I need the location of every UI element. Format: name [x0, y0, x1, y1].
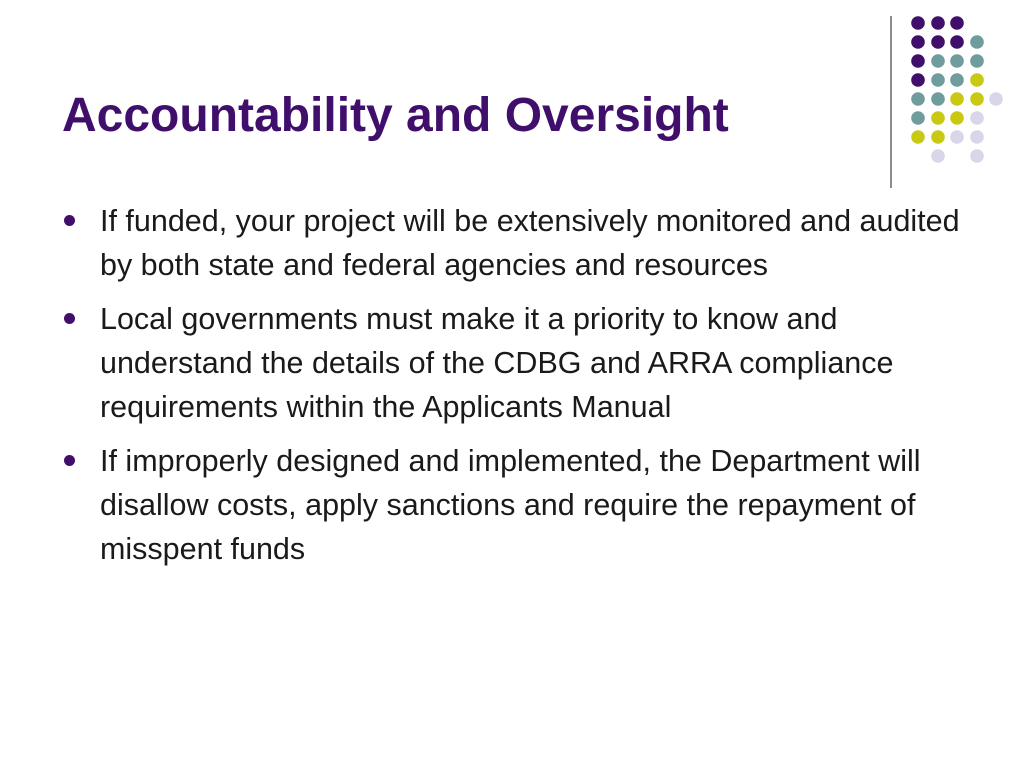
decorative-dot — [950, 92, 964, 106]
decorative-dot — [931, 130, 945, 144]
bullet-item — [62, 439, 962, 571]
decorative-dot — [970, 73, 984, 87]
decorative-dot — [931, 92, 945, 106]
decorative-dot — [950, 35, 964, 49]
decorative-dot — [931, 54, 945, 68]
vertical-divider — [890, 16, 892, 188]
decorative-dot — [911, 16, 925, 30]
decorative-dot — [970, 35, 984, 49]
decorative-dot — [931, 16, 945, 30]
bullet-dot-icon — [64, 313, 75, 324]
decorative-dot — [911, 92, 925, 106]
decorative-dot — [970, 54, 984, 68]
bullet-text: Local governments must make it a priority to know and understand the details of the CDBG and ARRA compliance requirements within the Applicants Manual — [100, 302, 894, 424]
decorative-dot — [970, 111, 984, 125]
decorative-dot — [950, 130, 964, 144]
decorative-dot — [970, 92, 984, 106]
bullet-text: If improperly designed and implemented, the Department will disallow costs, apply sanctions and require the repayment of misspent funds — [100, 444, 921, 566]
slide-title: Accountability and Oversight — [62, 89, 729, 142]
decorative-dot — [911, 73, 925, 87]
decorative-dot — [989, 92, 1003, 106]
bullet-list — [62, 199, 962, 581]
decorative-dot — [931, 35, 945, 49]
bullet-item — [62, 199, 962, 287]
bullet-dot-icon — [64, 455, 75, 466]
decorative-dot — [911, 130, 925, 144]
bullet-item — [62, 297, 962, 429]
decorative-dot — [911, 35, 925, 49]
decorative-dot — [950, 111, 964, 125]
decorative-dot — [931, 73, 945, 87]
decorative-dot — [931, 149, 945, 163]
decorative-dot — [911, 54, 925, 68]
bullet-dot-icon — [64, 215, 75, 226]
decorative-dot — [950, 16, 964, 30]
decorative-dot — [911, 111, 925, 125]
decorative-dot — [970, 130, 984, 144]
decorative-dot — [931, 111, 945, 125]
bullet-text: If funded, your project will be extensively monitored and audited by both state and federal agencies and resources — [100, 204, 960, 282]
decorative-dot — [950, 54, 964, 68]
decorative-dot — [950, 73, 964, 87]
decorative-dot — [970, 149, 984, 163]
